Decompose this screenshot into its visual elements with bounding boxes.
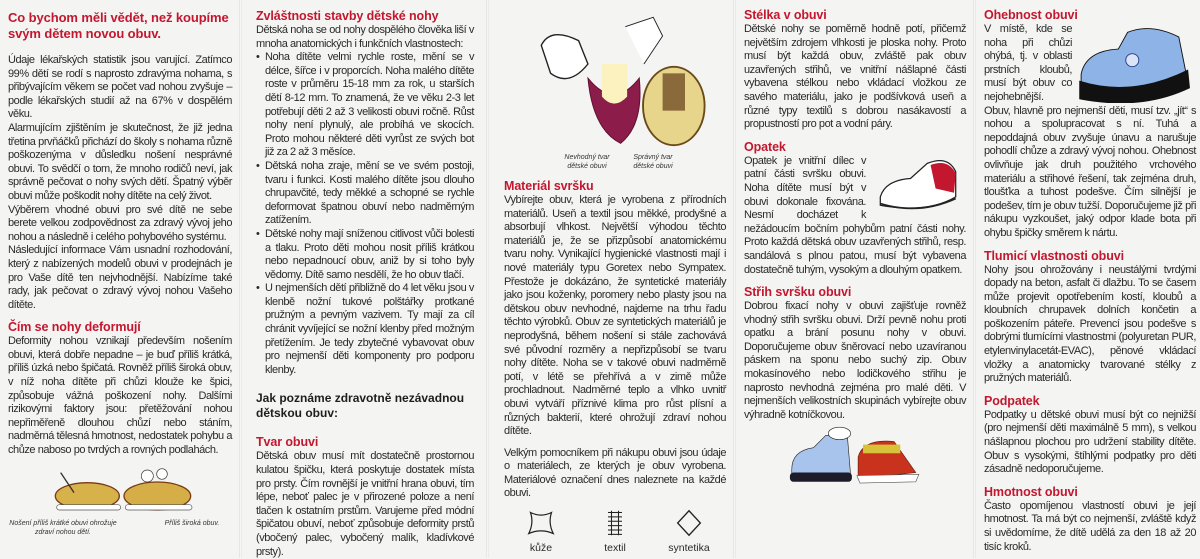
paragraph: Výběrem vhodné obuvi pro své dítě ne sebe berete velkou zodpovědnost za zdravý vývoj jeho nohou a následně i celého pohybového systému. xyxy=(8,203,232,243)
section-title-insole: Stélka v obuvi xyxy=(744,8,827,22)
symbol-label: textil xyxy=(604,542,626,555)
paragraph: Velkým pomocníkem při nákupu obuvi jsou údaje o materiálech, ze kterých je obuv vyrobena. Materiálové označení dnes naleznete na každé obuvi. xyxy=(504,446,726,500)
column-insole xyxy=(744,0,966,558)
paragraph: Údaje lékařských statistik jsou varující. Zatímco 99% dětí se rodí s naprosto zdravýma nohama, s přibývajícím věkem se počet vad nohou zvyšuje – podle lékařských studií až na 67% v dospělém věku. xyxy=(8,54,232,121)
paragraph: Často opomíjenou vlastností obuvi je její hmotnost. Ta má být co nejmenší, zvláště když si uvědomíme, že dítě udělá za den 18 až 20 tisíc kroků. xyxy=(984,499,1196,553)
paragraph: Následující informace Vám usnadní rozhodování, který z nabízených modelů obuvi v prodejnách je pro Vaše dítě ten nejvhodnější. Nabízíme také rady, jak pečovat o zdravý vývoj nohou Vašeho dítěte. xyxy=(8,244,232,311)
fold-line xyxy=(239,0,242,558)
column-material xyxy=(504,0,726,558)
list-item: • Dětská noha zraje, mění se ve svém postoji, tvaru i funkci. Kosti malého dítěte jsou dlouho chrupavčité, tedy měkké a schopné se rychle deformovat špatnou obuví nebo nadměrným zatížením. xyxy=(256,160,474,228)
fold-line xyxy=(733,0,736,558)
list-item: • U nejmenších dětí přibližně do 4 let věku jsou v klenbě nožní tukové polštářky protkané pružným a pevným vazivem. Ty mají za cíl chránit vyvíjející se nožní klenby před možným přetížením. Je tedy zbytečné vybavovat obuv pro nejmenší děti komponenty pro podporu klenby. xyxy=(256,282,474,377)
leather-icon xyxy=(511,509,571,537)
list-item: • Dětské nohy mají sníženou citlivost vůči bolesti a tlaku. Proto děti mohou nosit příliš krátkou nebo nepadnoucí obuv, aniž by si toho byly vědomy. Dítě samo nesdělí, že ho obuv tlačí. xyxy=(256,228,474,282)
bullet-list xyxy=(256,51,474,377)
symbol-label: syntetika xyxy=(668,542,710,555)
shoe-heel-counter-illustration xyxy=(870,155,966,217)
section-title-upper-cut: Střih svršku obuvi xyxy=(744,285,852,300)
paragraph: Podpatky u dětské obuvi musí být co nejnižší (pro nejmenší děti maximálně 5 mm), s velkou nášlapnou plochou pro udržení stability dítěte. Obuv s vysokými, štíhlými podpatky pro děti zásadně nedoporučujeme. xyxy=(984,408,1196,476)
paragraph: Dětská noha se od nohy dospělého člověka liší v mnoha anatomických i funkčních vlastnostech: xyxy=(256,24,474,50)
fold-line xyxy=(973,0,976,558)
column-child-foot xyxy=(256,0,474,558)
illustration-shoe-shapes xyxy=(504,8,726,171)
symbol-textile xyxy=(585,509,645,554)
material-symbols xyxy=(504,509,726,554)
fold-line xyxy=(486,0,489,558)
paragraph: Opatek je vnitřní dílec v patní části svršku obuvi. Noha dítěte musí být v obuvi dokonale fixována. Nesmí docházet k nežádoucím bočním pohybům patní části nohy. Proto každá dětská obuv uzavřených střihů, resp. sandálová s plnou patou, musí být vybavena dostatečně tuhým, vysokým a dlouhým opatkem. xyxy=(744,154,966,276)
list-item: • Noha dítěte velmi rychle roste, mění se v délce, šířce i v proporcích. Noha malého dítěte roste v průměru 15-18 mm za rok, u starších dětí 8-12 mm. To znamená, že ve věku 2-3 let potřebují děti 2 až 3 velikosti obuvi ročně. Růst nohy není plynulý, ale probíhá ve skocích. Proto mohou některé děti vyrůst ze svých bot již za 2 až 3 měsíce. xyxy=(256,51,474,160)
section-title-foot-structure: Zvláštnosti stavby dětské nohy xyxy=(256,9,439,23)
section-title-weight: Hmotnost obuvi xyxy=(984,484,1078,499)
paragraph: Dětské nohy se poměrně hodně potí, přičemž největším zdrojem vlhkosti je ploska nohy. Proto musí být každá obuv, zvláště pak obuv uzavřených střihů, ve vnitřní nášlapné části vybavena stélkou nebo vkládací vložkou ze savého materiálu, jako je podšívková useň a různé typy textilů s dobrou nasákavostí a propustností pro pot a vodní páry. xyxy=(744,23,966,131)
caption-wide-shoe: Příliš široká obuv. xyxy=(164,519,220,527)
caption-short-shoe: Nošení příliš krátké obuvi ohrožuje zdraví nohou dětí. xyxy=(9,519,117,536)
symbol-leather xyxy=(511,509,571,554)
paragraph: Dobrou fixací nohy v obuvi zajišťuje rovněž vhodný střih svršku obuvi. Drží pevně nohu proti opatku a brání posunu nohy v obuvi. Doporučujeme obuv šněrovací nebo uzavíranou páskem na sponu nebo suchý zip. Obuv mokasínového nebo lodičkového střihu je naprosto nevhodná zejména pro malé děti. V nejmenších velikostních skupinách vybírejte obuv výhradně kotníčkovou. xyxy=(744,300,966,421)
paragraph: Alarmujícím zjištěním je skutečnost, že již jedna třetina prvňáčků přichází do školy s nohama různě poškozenýma v důsledku nošení nesprávné obuvi. To svědčí o tom, že mnoho rodičů neví, jak správně pečovat o nohy svých dětí. Špatný výběr obuvi může poškodit nohy dítěte na celý život. xyxy=(8,121,232,202)
section-title-heel-counter: Opatek xyxy=(744,139,786,154)
section-title-material: Materiál svršku xyxy=(504,179,594,193)
shoe-shape-illustration xyxy=(504,8,726,148)
textile-icon xyxy=(585,509,645,537)
paragraph: Dětská obuv musí mít dostatečně prostornou kulatou špičku, která poskytuje dostatek místa pro prsty. Čím rovnější je vnitřní hrana obuvi, tím lépe, neboť palec je v přirozené poloze a není tlačen k ostatním prstům. Varujeme před módní špičatou obuví, neboť způsobuje deformity prstů (vbočený palec, vybočený malík, kladívkové prsty). xyxy=(256,450,474,558)
page-title: Co bychom měli vědět, než koupíme svým dětem novou obuv. xyxy=(8,10,229,41)
paragraph: Nohy jsou ohrožovány i neustálými tvrdými dopady na beton, asfalt či dlažbu. To se časem může projevit opotřebením kostí, kloubů a kloubních chrupavek dolních končetin a poškozením páteře. Prevencí jsou podešve s dobrými tlumícími vlastnostmi (polyuretan PUR, etylenvinylacetát-EVAC), pěnové vkládací vložky a anatomicky tvarované stélky z pružných materiálů. xyxy=(984,263,1196,385)
column-intro xyxy=(8,0,232,558)
flexible-shoe-illustration xyxy=(1076,23,1196,103)
illustration-shoes xyxy=(8,466,232,537)
paragraph: Vybírejte obuv, která je vyrobena z přírodních materiálů. Useň a textil jsou měkké, prodyšné a absorbují vlhkost. Největší výhodou těchto materiálů je, že se přizpůsobí anatomickému tvaru nohy. Vynikající hygienické vlastnosti mají i nové materiály typu Goretex nebo Sympatex. Přestože je dokázáno, že syntetické materiály jako jsou koženky, poromery nebo plasty jsou na dětskou obuv nevhodné, najdeme na trhu řadu těchto výrobků. Obuv ze syntetických materiálů je neprodyšná, během nošení si stále zachovává své původní rozměry a nepřizpůsobí se tvaru nohy dítěte. Noha se v takové obuvi nadměrně potí, v létě se přehřívá a v zimě může prochladnout. Nadměrné teplo a vlhko uvnitř obuvi vytváří příznivé klima pro růst plísní a různých bakterií, které ohrožují zdraví nohou dítěte. xyxy=(504,194,726,438)
caption-good-shape: Správný tvar dětské obuvi xyxy=(633,154,673,170)
shoe-illustration xyxy=(8,466,232,514)
section-title-flexibility: Ohebnost obuvi xyxy=(984,8,1078,22)
symbol-label: kůže xyxy=(529,542,553,555)
paragraph: Deformity nohou vznikají především nošením obuvi, která dobře nepadne – je buď příliš krátká, příliš úzká nebo špičatá. Rovněž příliš široká obuv, v níž noha dítěte při chůzi klouže ke špici, způsobuje vážná poškození nohy. Dalšími rizikovými faktory jsou: přetěžování nohou nepřiměřeně dlouhou chůzí nebo stáním, nadměrná tělesná hmotnost, nedostatek pohybu a chůze naboso po tvrdých a rovných podlahách. xyxy=(8,335,232,457)
section-title-heel: Podpatek xyxy=(984,393,1040,408)
caption-bad-shape: Nevhodný tvar dětské obuvi xyxy=(564,154,610,170)
symbol-synthetic xyxy=(659,509,719,554)
children-shoes-illustration xyxy=(744,426,966,488)
synthetic-icon xyxy=(659,509,719,537)
section-title-damping: Tlumicí vlastnosti obuvi xyxy=(984,248,1124,263)
paragraph: V místě, kde se noha při chůzi ohýbá, tj. v oblasti prstních kloubů, musí být obuv co nejohebnější. Obuv, hlavně pro nejmenší děti, musí tzv. „jít“ s nohou a spolupracovat s ní. Tuhá a nepoddajná obuv zvyšuje únavu a narušuje pohodlí chůze a zdravý vývoj nohou. Ohebnost ovlivňuje jak druh použitého vrchového materiálu a střihové řešení, tak zejména druh, tloušťka a tuhost podešve. Čím silnější je podešev, tím je obuv tužší. Doporučujeme již při nákupu vyzkoušet, jaký odpor klade bota při ohybu špičky směrem k nártu. xyxy=(984,23,1196,239)
question-heading: Jak poznáme zdravotně nezávadnou dětskou obuv: xyxy=(256,391,465,421)
illustration-children-shoes xyxy=(744,426,966,493)
section-title-deformity: Čím se nohy deformují xyxy=(8,320,141,335)
column-flexibility xyxy=(984,0,1196,558)
section-title-shape: Tvar obuvi xyxy=(256,435,319,450)
